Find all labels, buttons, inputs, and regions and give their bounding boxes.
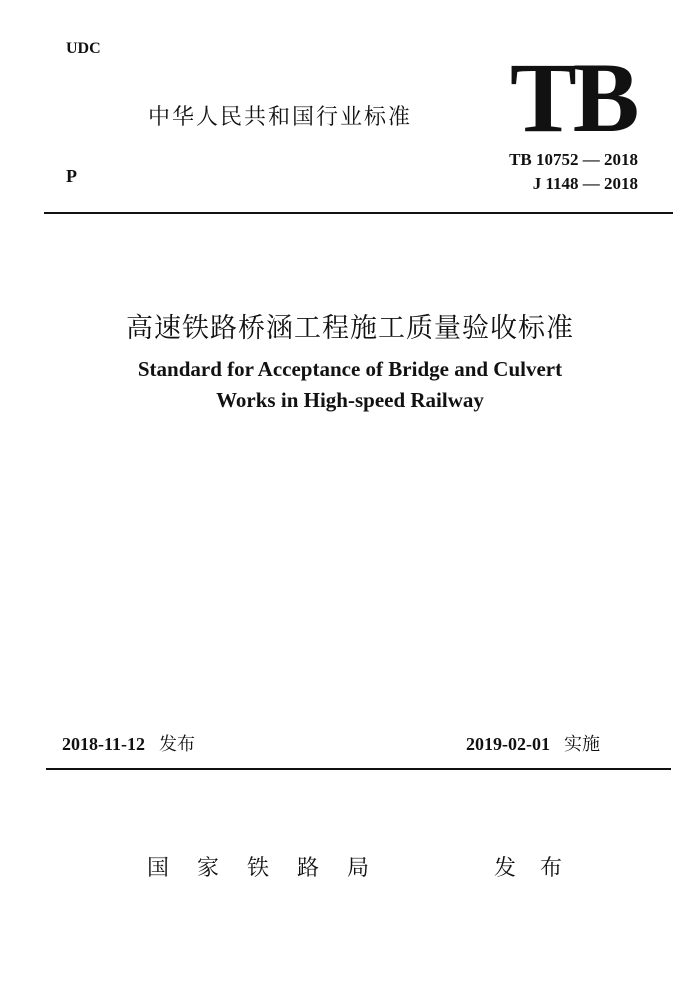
- issuing-authority: 国家铁路局: [147, 856, 398, 881]
- effective-date: 2019-02-01: [466, 734, 550, 754]
- footer-divider: [46, 768, 671, 770]
- title-english-line-1: Standard for Acceptance of Bridge and Culvert: [137, 357, 563, 381]
- issuing-action: 发布: [494, 856, 587, 881]
- tb-logo: TB: [510, 42, 636, 153]
- standard-codes: [509, 148, 638, 196]
- standard-code-secondary: J 1148 — 2018: [532, 174, 638, 193]
- standard-code-primary: TB 10752 — 2018: [509, 150, 638, 169]
- effective-date-line: [466, 730, 600, 756]
- category-code: P: [66, 166, 77, 186]
- header-divider: [44, 212, 673, 214]
- effective-label: 实施: [564, 734, 600, 755]
- publish-date: 2018-11-12: [62, 734, 145, 754]
- udc-label: UDC: [66, 40, 101, 57]
- document-title-chinese: 高速铁路桥涵工程施工质量验收标准: [126, 313, 574, 344]
- publish-date-line: [62, 730, 195, 756]
- industry-standard-heading: 中华人民共和国行业标准: [148, 105, 413, 130]
- publish-label: 发布: [159, 734, 195, 755]
- document-title-english: [0, 354, 700, 416]
- title-english-line-2: Works in High-speed Railway: [216, 388, 484, 412]
